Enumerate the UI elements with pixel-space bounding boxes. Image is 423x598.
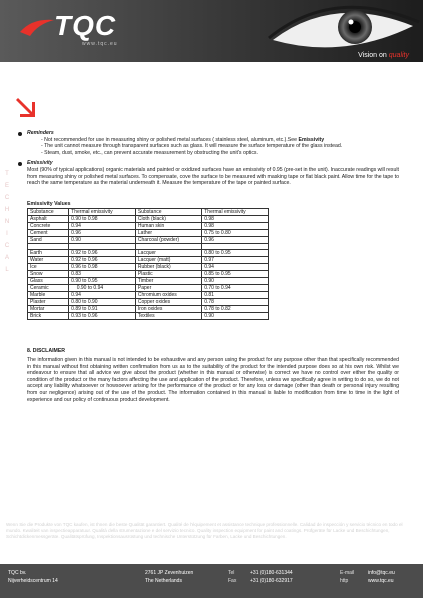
footer-country: The Netherlands: [145, 578, 182, 584]
footer-postal: 2761 JP Zevenhuizen: [145, 570, 194, 576]
table-cell: Rubber (black): [135, 264, 201, 271]
table-cell: 0.78: [202, 299, 269, 306]
table-cell: 0.98: [202, 216, 269, 223]
brand-url: www.tqc.eu: [82, 41, 118, 47]
footer-contact-labels: [340, 569, 364, 585]
reminders-heading: Reminders: [27, 130, 399, 137]
table-row: [28, 313, 269, 320]
tqc-logo: [18, 6, 128, 46]
email-link[interactable]: info@tqc.eu: [368, 570, 395, 576]
tagline: Vision on quality: [358, 52, 409, 59]
table-cell: Iron oxides: [135, 306, 201, 313]
table-cell: 0.94: [202, 264, 269, 271]
logo-swoosh-icon: [18, 16, 56, 38]
table-cell: Timber: [135, 278, 201, 285]
table-cell: 0.93 to 0.96: [69, 313, 136, 320]
page-header: [0, 0, 423, 62]
table-cell: 0.92 to 0.96: [69, 257, 136, 264]
emissivity-heading: Emissivity: [27, 160, 399, 167]
table-cell: 0.81: [202, 292, 269, 299]
table-cell: Ceramic: [28, 285, 69, 292]
table-cell: 0.78 to 0.82: [202, 306, 269, 313]
table-row: [28, 237, 269, 244]
emissivity-section: [27, 160, 399, 186]
table-cell: Snow: [28, 271, 69, 278]
column-header: Thermal emissivity: [202, 209, 269, 216]
table-cell: Copper oxides: [135, 299, 201, 306]
footer-street: Nijverheidscentrum 14: [8, 578, 58, 584]
table-cell: Marble: [28, 292, 69, 299]
disclaimer-heading: 8. DISCLAIMER: [27, 348, 66, 355]
table-row: [28, 306, 269, 313]
table-row: [28, 278, 269, 285]
table-row: [28, 257, 269, 264]
tel-label: Tel: [228, 570, 235, 576]
table-cell: 0.80 to 0.95: [202, 250, 269, 257]
table-cell: 0.96 to 0.98: [69, 264, 136, 271]
side-watermark-letter: A: [4, 255, 9, 261]
table-cell: 0.90 to 0.94: [69, 285, 136, 292]
table-row: [28, 250, 269, 257]
table-header-row: [28, 209, 269, 216]
table-cell: Mortar: [28, 306, 69, 313]
table-cell: Lacquer: [135, 250, 201, 257]
footer-phone-labels: [228, 569, 246, 585]
table-cell: 0.94: [69, 292, 136, 299]
footer-multilingual-text: Wenn Sie die Produkte von TQC kaufen, ist Ihnen die beste Qualität garantiert. Qualité de l'équipement et assistance technique professionnelle. Calidad de inspección y servicio técnico en todo el mundo. Kwaliteit van inspectieapparatuur. Qualità della strumentazione e del servizio tecnico. Quality inspection equipment for paint and coatings. Prüfgeräte für Lacke und Beschichtungen, Schichtdickenmessgeräte. Qualitätsprüfung, Inspektionsausrüstung und technische Unterstützung für Farben, Lacke und Beschichtungen.: [6, 522, 403, 539]
table-cell: Paper: [135, 285, 201, 292]
table-cell: 0.90: [69, 237, 136, 244]
table-cell: Lacquer (matt): [135, 257, 201, 264]
brand-name: TQC: [54, 10, 117, 41]
side-watermark-letter: N: [4, 219, 10, 225]
table-cell: Charcoal (powder): [135, 237, 201, 244]
table-row: [28, 271, 269, 278]
fax-number: +31 (0)180-632917: [250, 578, 293, 584]
reminder-item: - The unit cannot measure through transparent surfaces such as glass. It will measure the surface temperature of the glass instead.: [41, 143, 343, 150]
side-watermark-letter: C: [4, 243, 10, 249]
web-label: http: [340, 578, 349, 584]
footer-city: [145, 569, 193, 585]
table-row: [28, 292, 269, 299]
table-cell: 0.70 to 0.94: [202, 285, 269, 292]
table-cell: 0.85 to 0.95: [202, 271, 269, 278]
red-arrow-icon: [14, 96, 36, 118]
reminder-item: - Not recommended for use in measuring shiny or polished metal surfaces ( stainless steel, aluminum, etc.).See Emissivity: [41, 136, 325, 143]
page-footer: [0, 564, 423, 598]
table-cell: Brick: [28, 313, 69, 320]
table-cell: Human skin: [135, 223, 201, 230]
side-watermark: [3, 168, 11, 276]
side-watermark-letter: E: [4, 183, 9, 189]
table-cell: Chromium oxides: [135, 292, 201, 299]
table-cell: 0.96: [69, 230, 136, 237]
table-cell: 0.92 to 0.96: [69, 250, 136, 257]
table-cell: Concrete: [28, 223, 69, 230]
table-cell: 0.90 to 0.98: [69, 216, 136, 223]
table-row: [28, 264, 269, 271]
table-cell: 0.89 to 0.91: [69, 306, 136, 313]
table-cell: Plaster: [28, 299, 69, 306]
side-watermark-letter: H: [4, 207, 10, 213]
table-row: [28, 285, 269, 292]
table-cell: Plastic: [135, 271, 201, 278]
column-header: Substance: [135, 209, 201, 216]
table-row: [28, 223, 269, 230]
side-watermark-letter: T: [5, 171, 9, 177]
table-cell: 0.90: [202, 313, 269, 320]
disclaimer-section: [27, 348, 399, 403]
email-label: E-mail: [340, 570, 355, 576]
emissivity-text: Most (90% of typical applications) organic materials and painted or oxidized surfaces have an emissivity of 0.95 (pre-set in the unit). Inaccurate readings will result from measuring shiny or polished metal surfaces. To compensate, cove the surface to be measured with masking tape or flat black paint. Allow time for the tape to reach the same temperature as the material underneath it. Measure the temperature of the tape or painted surface.: [27, 166, 399, 187]
column-header: Substance: [28, 209, 69, 216]
side-watermark-letter: L: [5, 267, 9, 273]
table-cell: Sand: [28, 237, 69, 244]
website-link[interactable]: www.tqc.eu: [368, 578, 394, 584]
footer-company: TQC bv.: [8, 570, 27, 576]
emissivity-table: [27, 208, 269, 320]
table-cell: Earth: [28, 250, 69, 257]
table-cell: 0.96: [202, 237, 269, 244]
table-row: [28, 216, 269, 223]
table-cell: Water: [28, 257, 69, 264]
table-cell: Ice: [28, 264, 69, 271]
table-cell: Glass: [28, 278, 69, 285]
table-cell: Asphalt: [28, 216, 69, 223]
table-cell: Textiles: [135, 313, 201, 320]
side-watermark-letter: I: [6, 231, 8, 237]
disclaimer-text: The information given in this manual is not intended to be exhaustive and any person using the product for any purpose other than that specifically recommended in this manual without first obtaining written confirmation from us as to the suitability of the product for the intended purpose does so at his own risk. Whilst we endeavour to ensure that all advice we give about the product (whether in this manual or otherwise) is correct we have no control over either the quality or condition of the product or the many factors affecting the use and application of the product. Therefore, unless we specifically agree in writing to do so, we do not accept any liability whatsoever or howsoever arising for the performance of the product or for any loss or damage (other than death or personal injury resulting from our negligence) arising out of the use of the product. The information contained in this manual is liable to modification from time to time in the light of experience and our policy of continuous product development.: [27, 356, 399, 403]
table-cell: 0.90: [202, 278, 269, 285]
table-cell: 0.94: [69, 223, 136, 230]
table-cell: Lather: [135, 230, 201, 237]
table-row: [28, 230, 269, 237]
manual-content: [27, 130, 399, 403]
footer-contacts: [368, 569, 395, 585]
fax-label: Fax: [228, 578, 237, 584]
reminders-section: [27, 130, 399, 156]
table-cell: Cement: [28, 230, 69, 237]
footer-address: [8, 569, 58, 585]
table-title: Emissivity Values: [27, 200, 71, 207]
table-cell: 0.75 to 0.80: [202, 230, 269, 237]
reminder-item: - Steam, dust, smoke, etc., can prevent accurate measurement by obstructing the unit's optics.: [41, 149, 258, 156]
column-header: Thermal emissivity: [69, 209, 136, 216]
table-cell: 0.80 to 0.90: [69, 299, 136, 306]
table-row: [28, 299, 269, 306]
tel-number: +31 (0)180-631344: [250, 570, 293, 576]
table-cell: 0.90 to 0.95: [69, 278, 136, 285]
table-cell: 0.98: [202, 223, 269, 230]
footer-phones: [250, 569, 293, 585]
table-cell: Cloth (black): [135, 216, 201, 223]
table-cell: 0.83: [69, 271, 136, 278]
table-cell: 0.97: [202, 257, 269, 264]
side-watermark-letter: C: [4, 195, 10, 201]
